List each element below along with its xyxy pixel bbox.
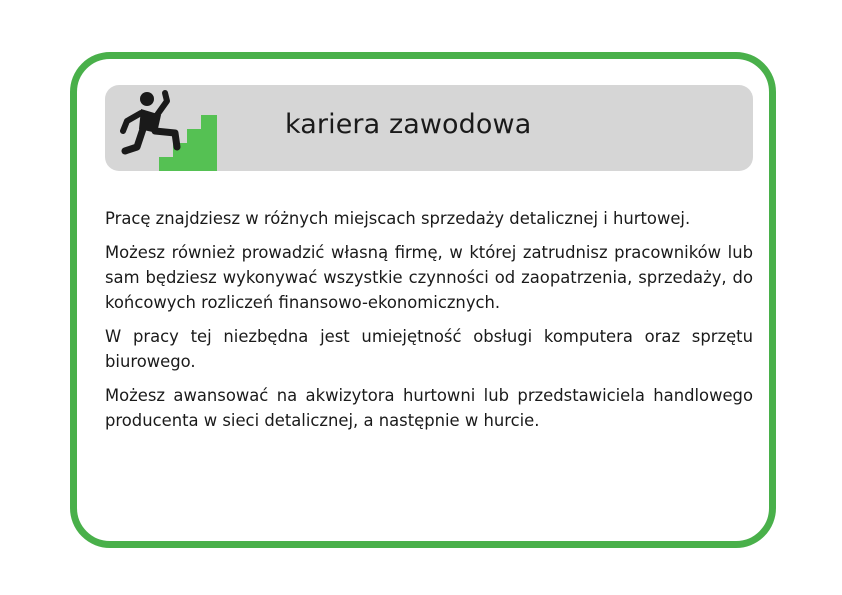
card-body xyxy=(105,206,753,442)
card-header xyxy=(105,85,753,171)
paragraph: Możesz również prowadzić własną firmę, w której zatrudnisz pracowników lub sam będziesz wykonywać wszystkie czynności od zaopatrzenia, sprzedaży, do końcowych rozliczeń finansowo-ekonomicznych. xyxy=(105,243,753,312)
paragraph: Pracę znajdziesz w różnych miejscach sprzedaży detalicznej i hurtowej. xyxy=(105,209,691,228)
career-card xyxy=(70,52,776,548)
paragraph: W pracy tej niezbędna jest umiejętność obsługi komputera oraz sprzętu biurowego. xyxy=(105,327,753,371)
header-title: kariera zawodowa xyxy=(285,109,532,140)
paragraph: Możesz awansować na akwizytora hurtowni lub przedstawiciela handlowego producenta w sieci detalicznej, a następnie w hurcie. xyxy=(105,386,753,430)
climbing-stairs-figure-icon xyxy=(117,87,221,171)
